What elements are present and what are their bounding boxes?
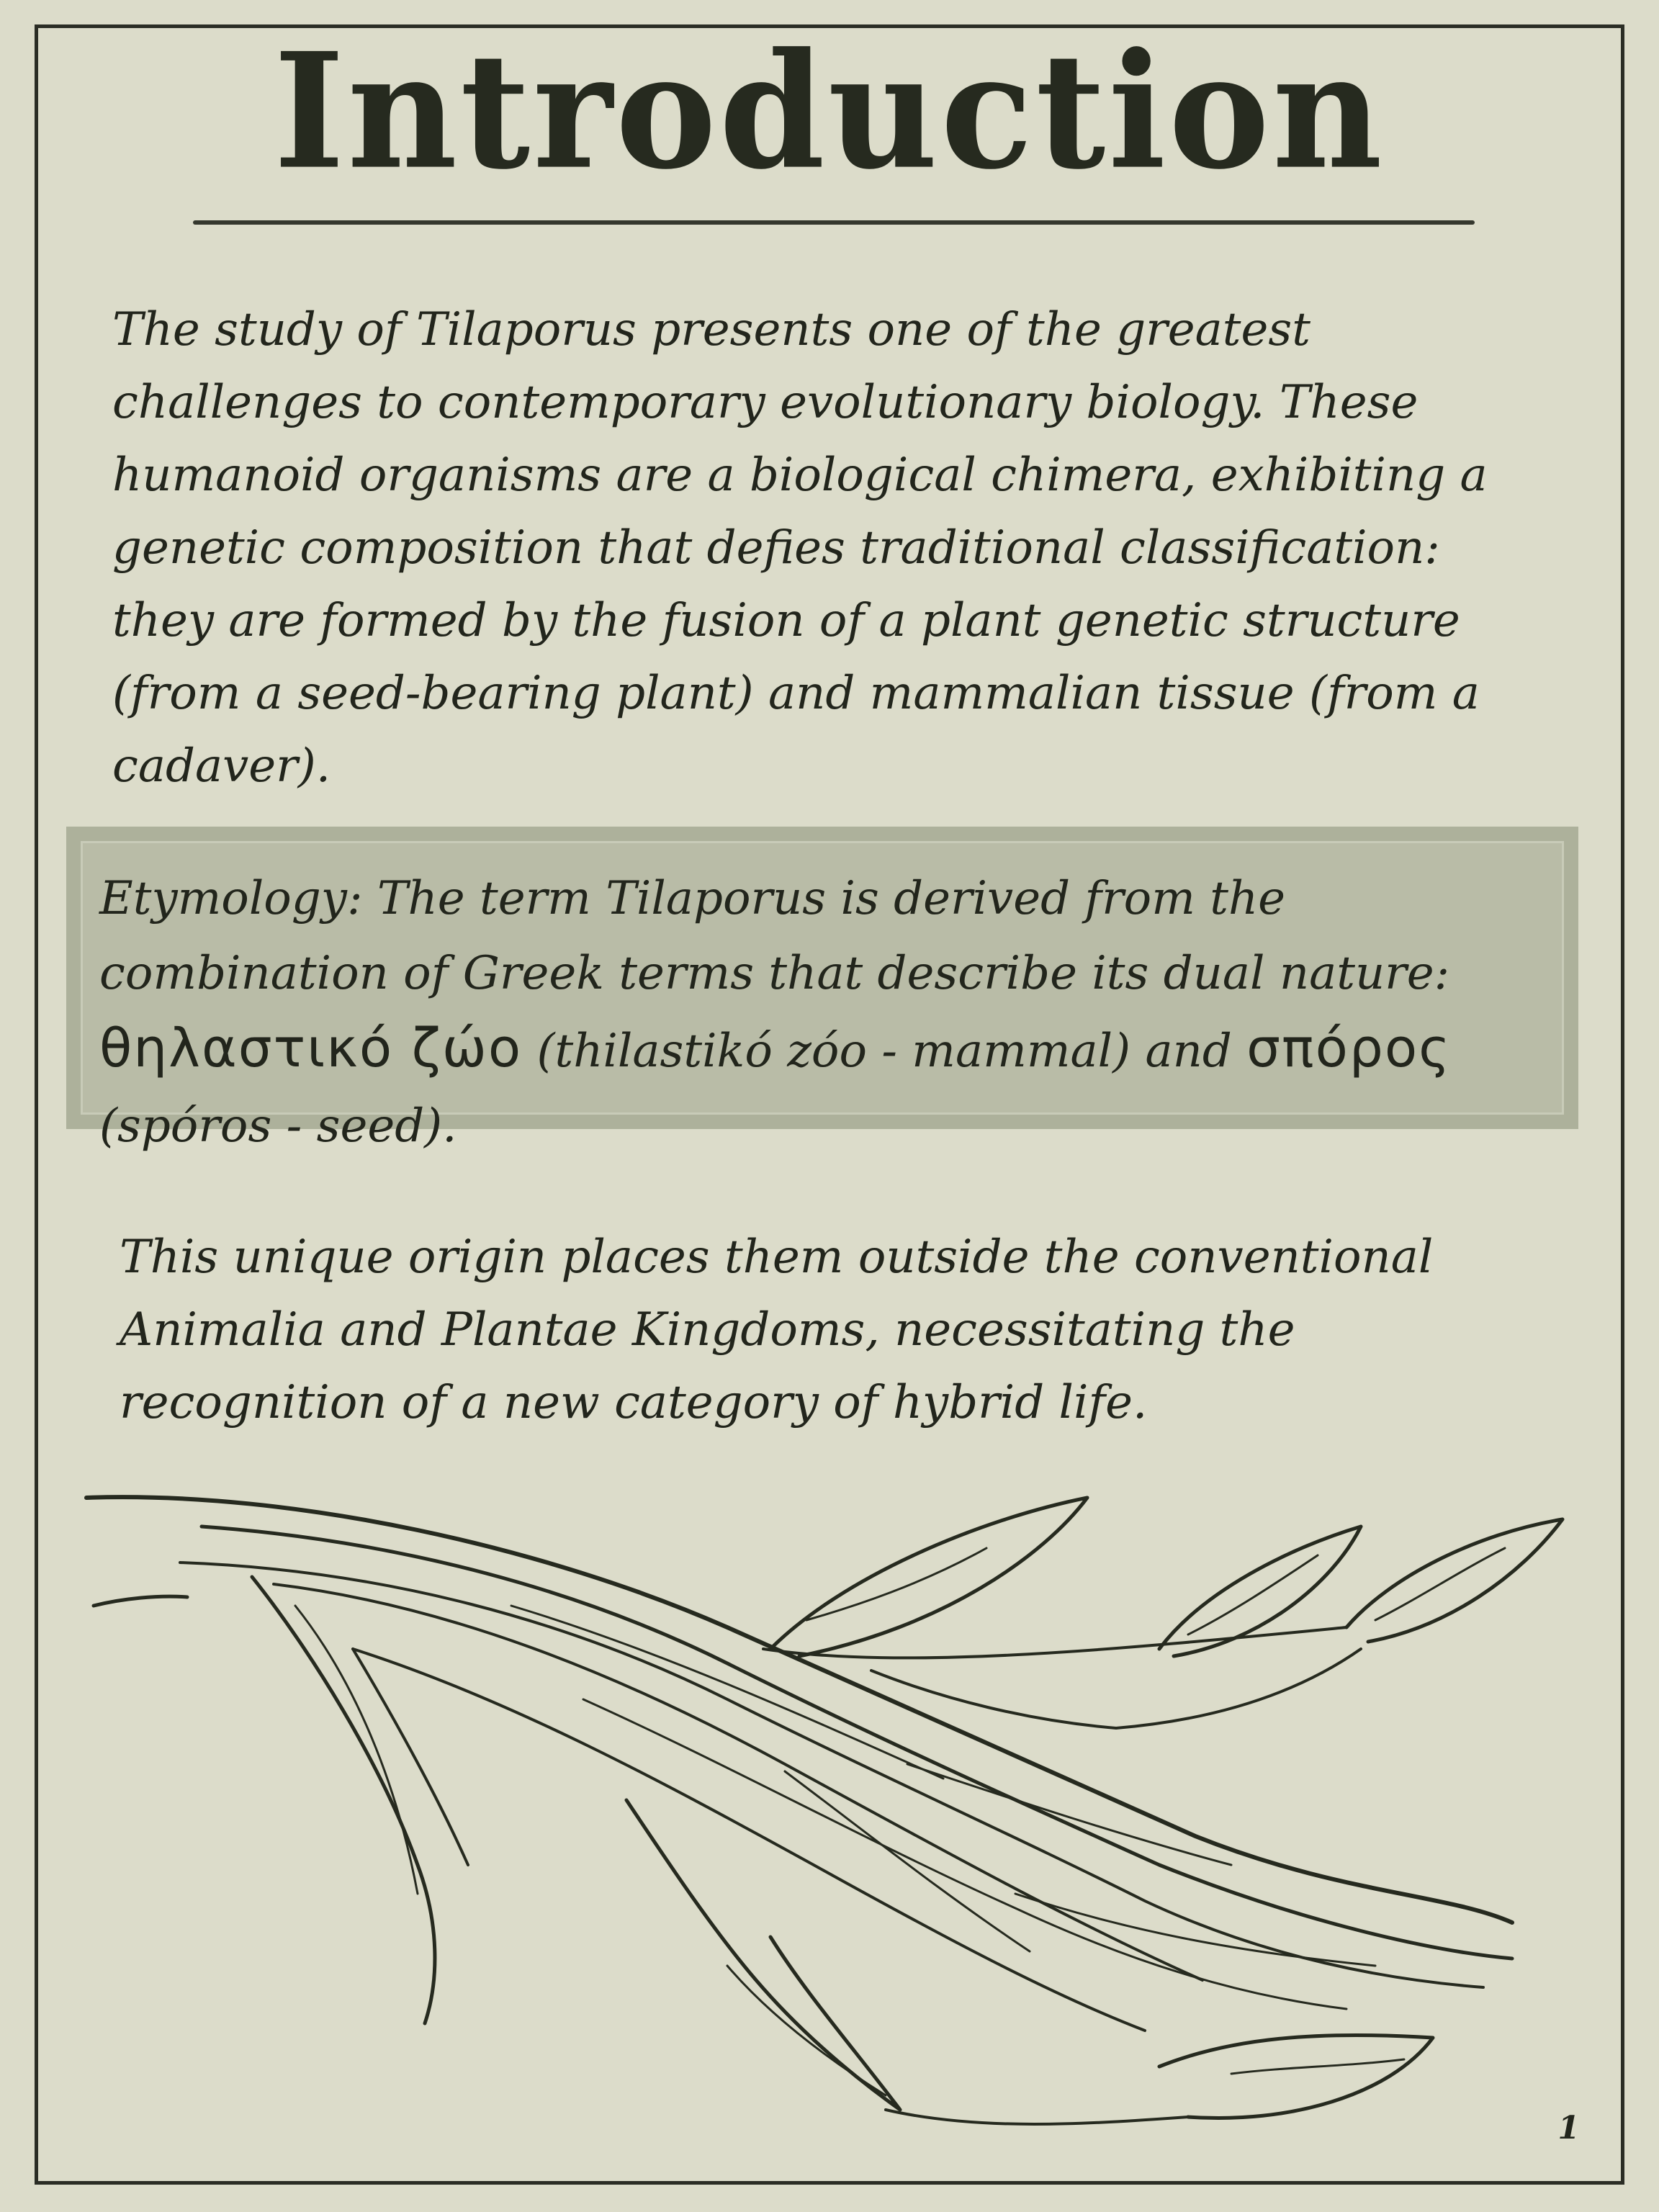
page-number: 1 xyxy=(1557,2110,1580,2146)
greek-term-seed: σπόρος xyxy=(1246,1017,1452,1079)
intro-paragraph: The study of Tilaporus presents one of the greatest challenges to contemporary evolutionary biology. These humanoid organisms are a biological chimera, exhibiting a genetic composition that defies traditional classification: they are formed by the fusion of a plant genetic structure (from a seed-bearing plant) and mammalian tissue (from a cadaver). xyxy=(112,303,1488,793)
etymology-text-2: (thilastikó zóo - mammal) and xyxy=(522,1025,1247,1078)
closing-paragraph: This unique origin places them outside the conventional Animalia and Plantae Kingdoms, necessitating the recognition of a new category of hybrid life. xyxy=(120,1231,1434,1429)
page-title: Introduction xyxy=(274,17,1385,205)
etymology-text-1: Etymology: The term Tilaporus is derived from the combination of Greek terms that describe its dual nature: xyxy=(99,872,1450,1000)
greek-term-mammal: θηλαστικό ζώο xyxy=(99,1017,523,1079)
branch-leaves-icon xyxy=(79,1462,1606,2167)
etymology-paragraph xyxy=(99,861,1583,1164)
etymology-text-3: (spóros - seed). xyxy=(99,1100,457,1153)
title-underline xyxy=(193,220,1475,225)
